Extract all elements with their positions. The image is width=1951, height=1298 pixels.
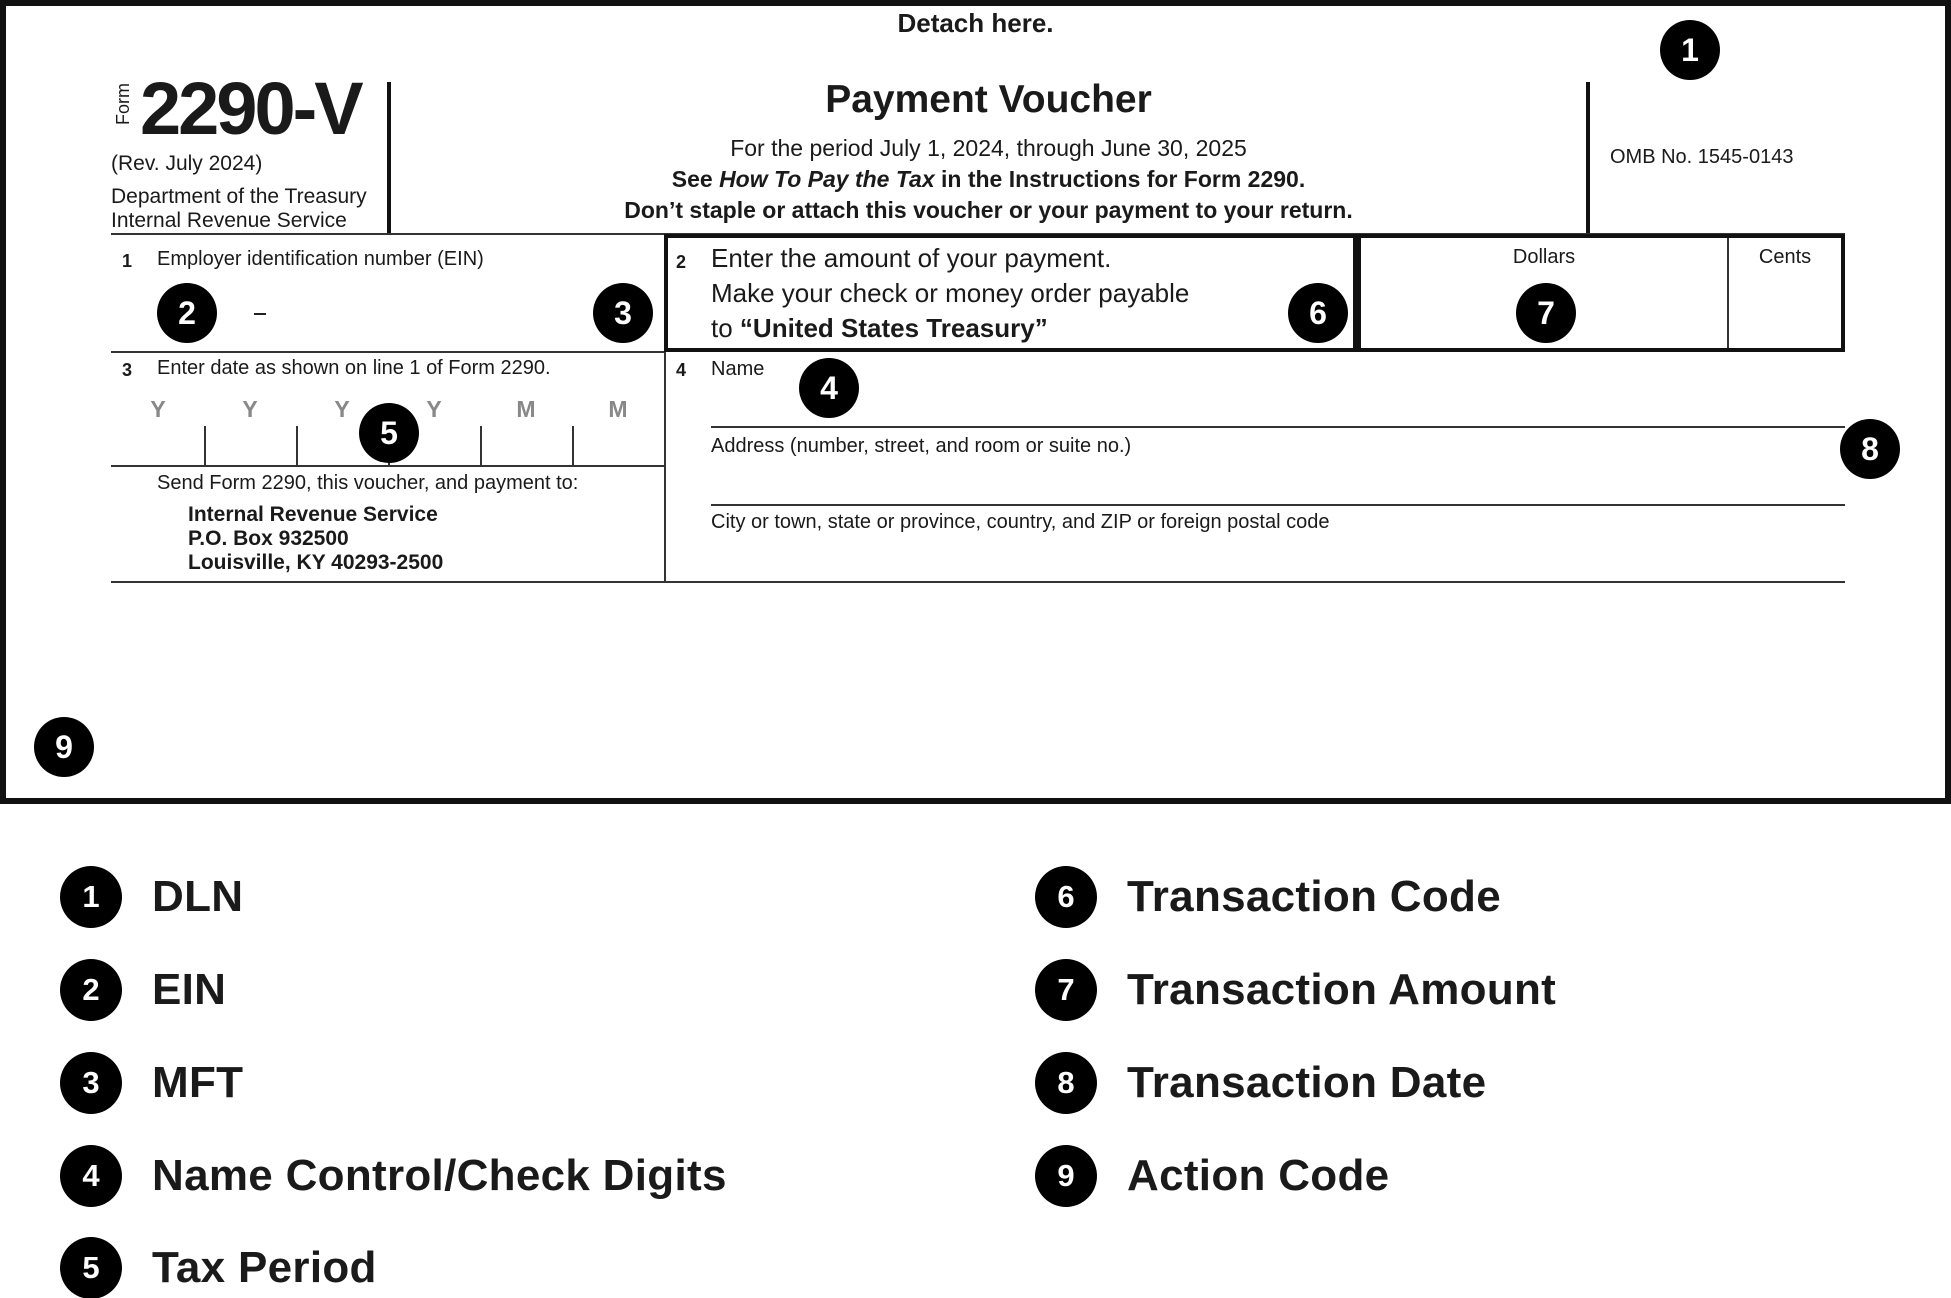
form-word: Form	[113, 83, 133, 125]
line3-label: Enter date as shown on line 1 of Form 2290.	[157, 357, 551, 379]
legend-label: Tax Period	[152, 1243, 377, 1292]
line2-text-1: Enter the amount of your payment.	[711, 243, 1112, 273]
legend-label: Transaction Code	[1127, 872, 1501, 921]
header-divider-right	[1586, 82, 1590, 234]
name-label: Name	[711, 358, 765, 380]
line1-bottom-rule	[111, 351, 664, 353]
legend-label: MFT	[152, 1058, 244, 1107]
legend-label: Action Code	[1127, 1151, 1390, 1200]
line3-number: 3	[122, 360, 133, 380]
date-letter-year-3: Y	[334, 396, 350, 422]
staple-warning: Don’t staple or attach this voucher or your payment to your return.	[624, 197, 1353, 223]
legend-number: 3	[60, 1052, 122, 1114]
tax-period-text: For the period July 1, 2024, through June 30, 2025	[730, 135, 1247, 161]
line1-label: Employer identification number (EIN)	[157, 248, 484, 270]
legend-number: 6	[1035, 866, 1097, 928]
send-to-label: Send Form 2290, this voucher, and payment to:	[157, 472, 579, 494]
callout-7-transaction-amount: 7	[1516, 283, 1576, 343]
line1-number: 1	[122, 251, 133, 271]
form-number: 2290-V	[140, 67, 361, 150]
omb-number: OMB No. 1545-0143	[1610, 146, 1794, 168]
date-letter-year-1: Y	[150, 396, 166, 422]
page-title: Payment Voucher	[825, 78, 1152, 121]
address-rule	[711, 504, 1845, 506]
legend-item	[1035, 1145, 1389, 1207]
callout-9-action-code: 9	[34, 717, 94, 777]
city-label: City or town, state or province, country, and ZIP or foreign postal code	[711, 511, 1330, 533]
line2-text	[711, 241, 1189, 346]
address-label: Address (number, street, and room or suite no.)	[711, 435, 1132, 457]
date-bottom-rule	[111, 465, 664, 467]
legend-number: 9	[1035, 1145, 1097, 1207]
department-line-1: Department of the Treasury	[111, 185, 367, 208]
cents-input[interactable]	[1729, 276, 1841, 348]
callout-8-transaction-date: 8	[1840, 419, 1900, 479]
form-bottom-rule	[111, 581, 1845, 583]
line2-text-3: to “United States Treasury”	[711, 313, 1048, 343]
legend-number: 1	[60, 866, 122, 928]
legend-label: Name Control/Check Digits	[152, 1151, 727, 1200]
legend-item	[1035, 959, 1556, 1021]
cents-label: Cents	[1758, 246, 1812, 268]
legend-item	[1035, 866, 1501, 928]
legend-item	[1035, 1052, 1486, 1114]
irs-address-line-3: Louisville, KY 40293-2500	[188, 551, 444, 574]
legend-item	[60, 959, 226, 1021]
detach-label: Detach here.	[897, 8, 1054, 38]
legend-number: 7	[1035, 959, 1097, 1021]
legend-number: 2	[60, 959, 122, 1021]
form-revision: (Rev. July 2024)	[111, 152, 263, 175]
irs-address-line-1: Internal Revenue Service	[188, 503, 438, 526]
department-line-2: Internal Revenue Service	[111, 209, 347, 232]
line2-text-2: Make your check or money order payable	[711, 278, 1190, 308]
legend-item	[60, 1145, 727, 1207]
legend-number: 4	[60, 1145, 122, 1207]
date-letter-year-2: Y	[242, 396, 258, 422]
column-divider	[664, 352, 666, 582]
callout-1-dln: 1	[1660, 20, 1720, 80]
irs-address-line-2: P.O. Box 932500	[188, 527, 349, 550]
line4-number: 4	[676, 360, 687, 380]
legend-number: 5	[60, 1237, 122, 1298]
name-rule	[711, 426, 1845, 428]
legend-item	[60, 1052, 243, 1114]
callout-2-ein: 2	[157, 283, 217, 343]
city-input[interactable]	[711, 538, 1845, 581]
address-input[interactable]	[711, 462, 1845, 504]
callout-3-mft: 3	[593, 283, 653, 343]
date-letter-month-1: M	[516, 396, 536, 422]
callout-4-name-control: 4	[799, 358, 859, 418]
callout-5-tax-period: 5	[359, 403, 419, 463]
legend-item	[60, 866, 243, 928]
name-input[interactable]	[711, 384, 1845, 426]
legend-number: 8	[1035, 1052, 1097, 1114]
date-letter-year-4: Y	[426, 396, 442, 422]
legend-label: Transaction Amount	[1127, 965, 1557, 1014]
line2-number: 2	[676, 252, 687, 272]
callout-6-transaction-code: 6	[1288, 283, 1348, 343]
legend-label: DLN	[152, 872, 244, 921]
instructions-note: See How To Pay the Tax in the Instructions for Form 2290.	[671, 166, 1306, 192]
legend-item	[60, 1237, 377, 1298]
dollars-label: Dollars	[1512, 246, 1576, 268]
legend-label: Transaction Date	[1127, 1058, 1487, 1107]
date-letter-month-2: M	[608, 396, 628, 422]
legend-label: EIN	[152, 965, 227, 1014]
